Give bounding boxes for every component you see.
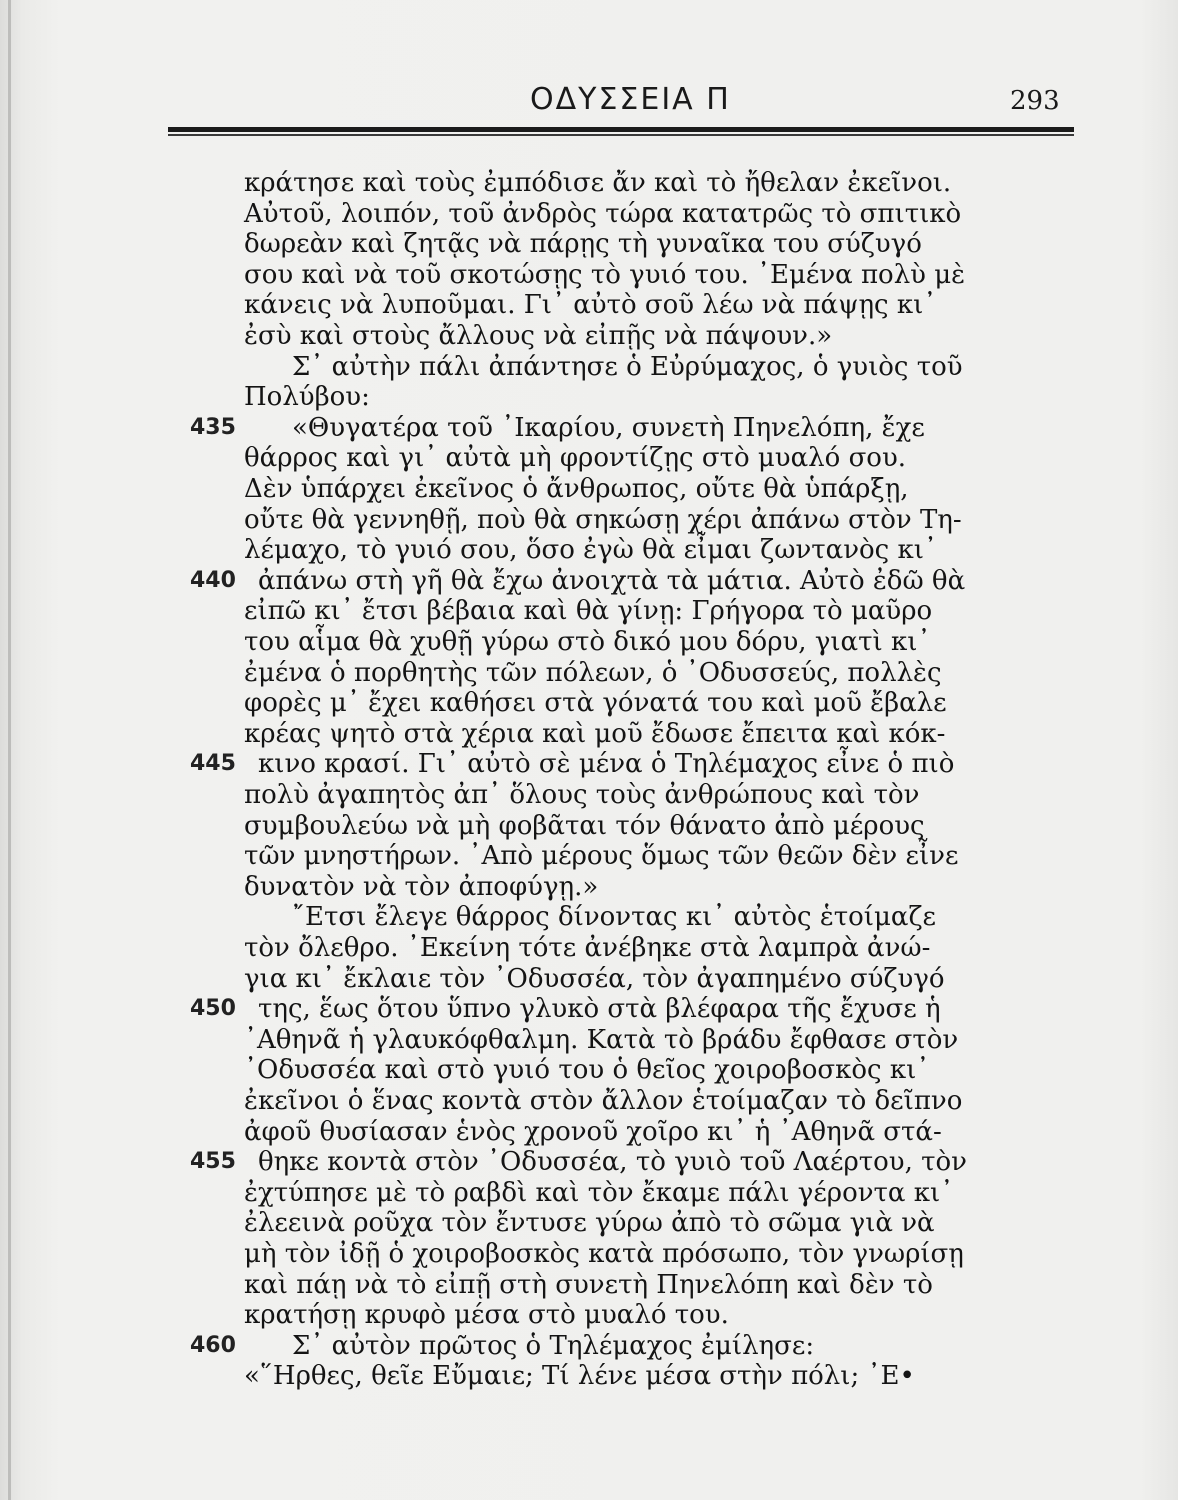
text-line bbox=[0, 1025, 1178, 1055]
text-line bbox=[0, 872, 1178, 902]
text-line bbox=[0, 1300, 1178, 1330]
book-title: ΟΔΥΣΣΕΙΑ Π bbox=[530, 82, 731, 117]
line-text: ἀπάνω στὴ γῆ θὰ ἔχω ἀνοιχτὰ τὰ μάτια. Αὐτὸ ἐδῶ θὰ bbox=[258, 565, 966, 596]
text-line bbox=[0, 780, 1178, 810]
header-rule-thin bbox=[168, 134, 1074, 136]
text-line bbox=[0, 352, 1178, 382]
line-text: καὶ πάῃ νὰ τὸ εἰπῇ στὴ συνετὴ Πηνελόπη καὶ δὲν τὸ bbox=[244, 1269, 933, 1300]
line-text: κρατήσῃ κρυφὸ μέσα στὸ μυαλό του. bbox=[244, 1300, 729, 1331]
text-line bbox=[0, 1086, 1178, 1116]
line-text: κράτησε καὶ τοὺς ἐμπόδισε ἄν καὶ τὸ ἤθελαν ἐκεῖνοι. bbox=[244, 168, 952, 198]
line-text: Σ᾿ αὐτὸν πρῶτος ὁ Τηλέμαχος ἐμίλησε: bbox=[292, 1330, 815, 1361]
text-line bbox=[0, 1055, 1178, 1085]
line-text: «῞Ηρθες, θεῖε Εὔμαιε; Τί λένε μέσα στὴν πόλι; ᾿Ε• bbox=[244, 1361, 915, 1392]
text-line bbox=[0, 1239, 1178, 1269]
text-line bbox=[0, 229, 1178, 259]
text-line bbox=[0, 474, 1178, 504]
text-line bbox=[0, 290, 1178, 320]
running-head bbox=[0, 82, 1178, 126]
line-text: ἐκεῖνοι ὁ ἕνας κοντὰ στὸν ἄλλον ἑτοίμαζαν τὸ δεῖπνο bbox=[244, 1086, 963, 1116]
text-line bbox=[0, 994, 1178, 1024]
line-text: ᾿Αθηνᾶ ἡ γλαυκόφθαλμη. Κατὰ τὸ βράδυ ἔφθασε στὸν bbox=[244, 1024, 959, 1055]
line-text: Αὐτοῦ, λοιπόν, τοῦ ἀνδρὸς τώρα κατατρῶς τὸ σπιτικὸ bbox=[244, 198, 962, 229]
text-line bbox=[0, 596, 1178, 626]
text-line bbox=[0, 749, 1178, 779]
line-text: Δὲν ὑπάρχει ἐκεῖνος ὁ ἄνθρωπος, οὔτε θὰ ὑπάρξῃ, bbox=[244, 474, 909, 504]
text-line bbox=[0, 1178, 1178, 1208]
line-text: ῎Ετσι ἔλεγε θάρρος δίνοντας κι᾿ αὐτὸς ἑτοίμαζε bbox=[292, 902, 937, 933]
text-line bbox=[0, 535, 1178, 565]
text-line bbox=[0, 321, 1178, 351]
text-line bbox=[0, 168, 1178, 198]
line-text: ἐχτύπησε μὲ τὸ ραβδὶ καὶ τὸν ἔκαμε πάλι γέροντα κι᾿ bbox=[244, 1177, 954, 1208]
text-line bbox=[0, 1208, 1178, 1238]
text-line bbox=[0, 688, 1178, 718]
text-line bbox=[0, 811, 1178, 841]
line-text: συμβουλεύω νὰ μὴ φοβᾶται τόν θάνατο ἀπὸ μέρους bbox=[244, 810, 925, 841]
text-line bbox=[0, 1270, 1178, 1300]
text-line bbox=[0, 413, 1178, 443]
line-text: δυνατὸν νὰ τὸν ἀποφύγῃ.» bbox=[244, 871, 599, 902]
text-line bbox=[0, 719, 1178, 749]
verse-number: 440 bbox=[190, 567, 236, 593]
text-line bbox=[0, 1147, 1178, 1177]
text-line bbox=[0, 199, 1178, 229]
line-text: της, ἕως ὅτου ὕπνο γλυκὸ στὰ βλέφαρα τῆς ἔχυσε ἡ bbox=[258, 994, 941, 1025]
line-text: ἐσὺ καὶ στοὺς ἄλλους νὰ εἰπῇς νὰ πάψουν.» bbox=[244, 321, 833, 351]
line-text: Πολύβου: bbox=[244, 382, 370, 413]
line-text: ᾿Οδυσσέα καὶ στὸ γυιό του ὁ θεῖος χοιροβοσκὸς κι᾿ bbox=[244, 1055, 930, 1086]
text-line bbox=[0, 1331, 1178, 1361]
text-line bbox=[0, 443, 1178, 473]
verse-number: 455 bbox=[190, 1149, 236, 1175]
text-line bbox=[0, 902, 1178, 932]
line-text: τὸν ὄλεθρο. ᾿Εκείνη τότε ἀνέβηκε στὰ λαμπρὰ ἀνώ- bbox=[244, 933, 931, 963]
verse-number: 450 bbox=[190, 996, 236, 1022]
line-text: λέμαχο, τὸ γυιό σου, ὅσο ἐγὼ θὰ εἶμαι ζωντανὸς κι᾿ bbox=[244, 535, 937, 566]
line-text: σου καὶ νὰ τοῦ σκοτώσῃς τὸ γυιό του. ᾿Εμένα πολὺ μὲ bbox=[244, 259, 966, 290]
text-line bbox=[0, 933, 1178, 963]
line-text: κάνεις νὰ λυποῦμαι. Γι᾿ αὐτὸ σοῦ λέω νὰ πάψῃς κι᾿ bbox=[244, 290, 937, 321]
text-line bbox=[0, 382, 1178, 412]
line-text: Σ᾿ αὐτὴν πάλι ἀπάντησε ὁ Εὐρύμαχος, ὁ γυιὸς τοῦ bbox=[292, 351, 963, 382]
text-line bbox=[0, 627, 1178, 657]
line-text: για κι᾿ ἔκλαιε τὸν ᾿Οδυσσέα, τὸν ἀγαπημένο σύζυγό bbox=[244, 963, 945, 994]
line-text: θηκε κοντὰ στὸν ᾿Οδυσσέα, τὸ γυιὸ τοῦ Λαέρτου, τὸν bbox=[258, 1147, 967, 1178]
line-text: τῶν μνηστήρων. ᾿Απὸ μέρους ὅμως τῶν θεῶν δὲν εἶνε bbox=[244, 841, 959, 872]
page-number: 293 bbox=[1010, 86, 1060, 116]
line-text: θάρρος καὶ γι᾿ αὐτὰ μὴ φροντίζῃς στὸ μυαλό σου. bbox=[244, 443, 907, 474]
line-text: πολὺ ἀγαπητὸς ἀπ᾿ ὅλους τοὺς ἀνθρώπους καὶ τὸν bbox=[244, 780, 920, 810]
header-rule bbox=[168, 127, 1074, 132]
verse-number: 460 bbox=[190, 1332, 236, 1358]
line-text: ἐλεεινὰ ροῦχα τὸν ἔντυσε γύρω ἀπὸ τὸ σῶμα γιὰ νὰ bbox=[244, 1208, 935, 1239]
line-text: ἐμένα ὁ πορθητὴς τῶν πόλεων, ὁ ᾿Οδυσσεύς, πολλὲς bbox=[244, 657, 942, 688]
line-text: κινο κρασί. Γι᾿ αὐτὸ σὲ μένα ὁ Τηλέμαχος εἶνε ὁ πιὸ bbox=[258, 749, 955, 780]
text-line bbox=[0, 841, 1178, 871]
line-text: κρέας ψητὸ στὰ χέρια καὶ μοῦ ἔδωσε ἔπειτα καὶ κόκ- bbox=[244, 718, 946, 749]
line-text: «Θυγατέρα τοῦ ᾿Ικαρίου, συνετὴ Πηνελόπη, ἔχε bbox=[292, 412, 925, 443]
verse-number: 435 bbox=[190, 414, 236, 440]
line-text: φορὲς μ᾿ ἔχει καθήσει στὰ γόνατά του καὶ μοῦ ἔβαλε bbox=[244, 688, 947, 719]
text-line bbox=[0, 658, 1178, 688]
line-text: οὔτε θὰ γεννηθῇ, ποὺ θὰ σηκώσῃ χέρι ἀπάνω στὸν Τη- bbox=[244, 504, 962, 535]
text-line bbox=[0, 1361, 1178, 1391]
line-text: ἀφοῦ θυσίασαν ἑνὸς χρονοῦ χοῖρο κι᾿ ἡ ᾿Αθηνᾶ στά- bbox=[244, 1116, 942, 1147]
line-text: μὴ τὸν ἰδῇ ὁ χοιροβοσκὸς κατὰ πρόσωπο, τὸν γνωρίσῃ bbox=[244, 1239, 964, 1269]
text-line bbox=[0, 566, 1178, 596]
text-line bbox=[0, 1117, 1178, 1147]
text-line bbox=[0, 964, 1178, 994]
line-text: εἰπῶ κι᾿ ἔτσι βέβαια καὶ θὰ γίνῃ: Γρήγορα τὸ μαῦρο bbox=[244, 596, 933, 627]
line-text: δωρεὰν καὶ ζητᾷς νὰ πάρῃς τὴ γυναῖκα του σύζυγό bbox=[244, 229, 922, 260]
verse-number: 445 bbox=[190, 751, 236, 777]
text-line bbox=[0, 260, 1178, 290]
text-line bbox=[0, 505, 1178, 535]
line-text: του αἷμα θὰ χυθῇ γύρω στὸ δικό μου δόρυ, γιατὶ κι᾿ bbox=[244, 627, 931, 657]
